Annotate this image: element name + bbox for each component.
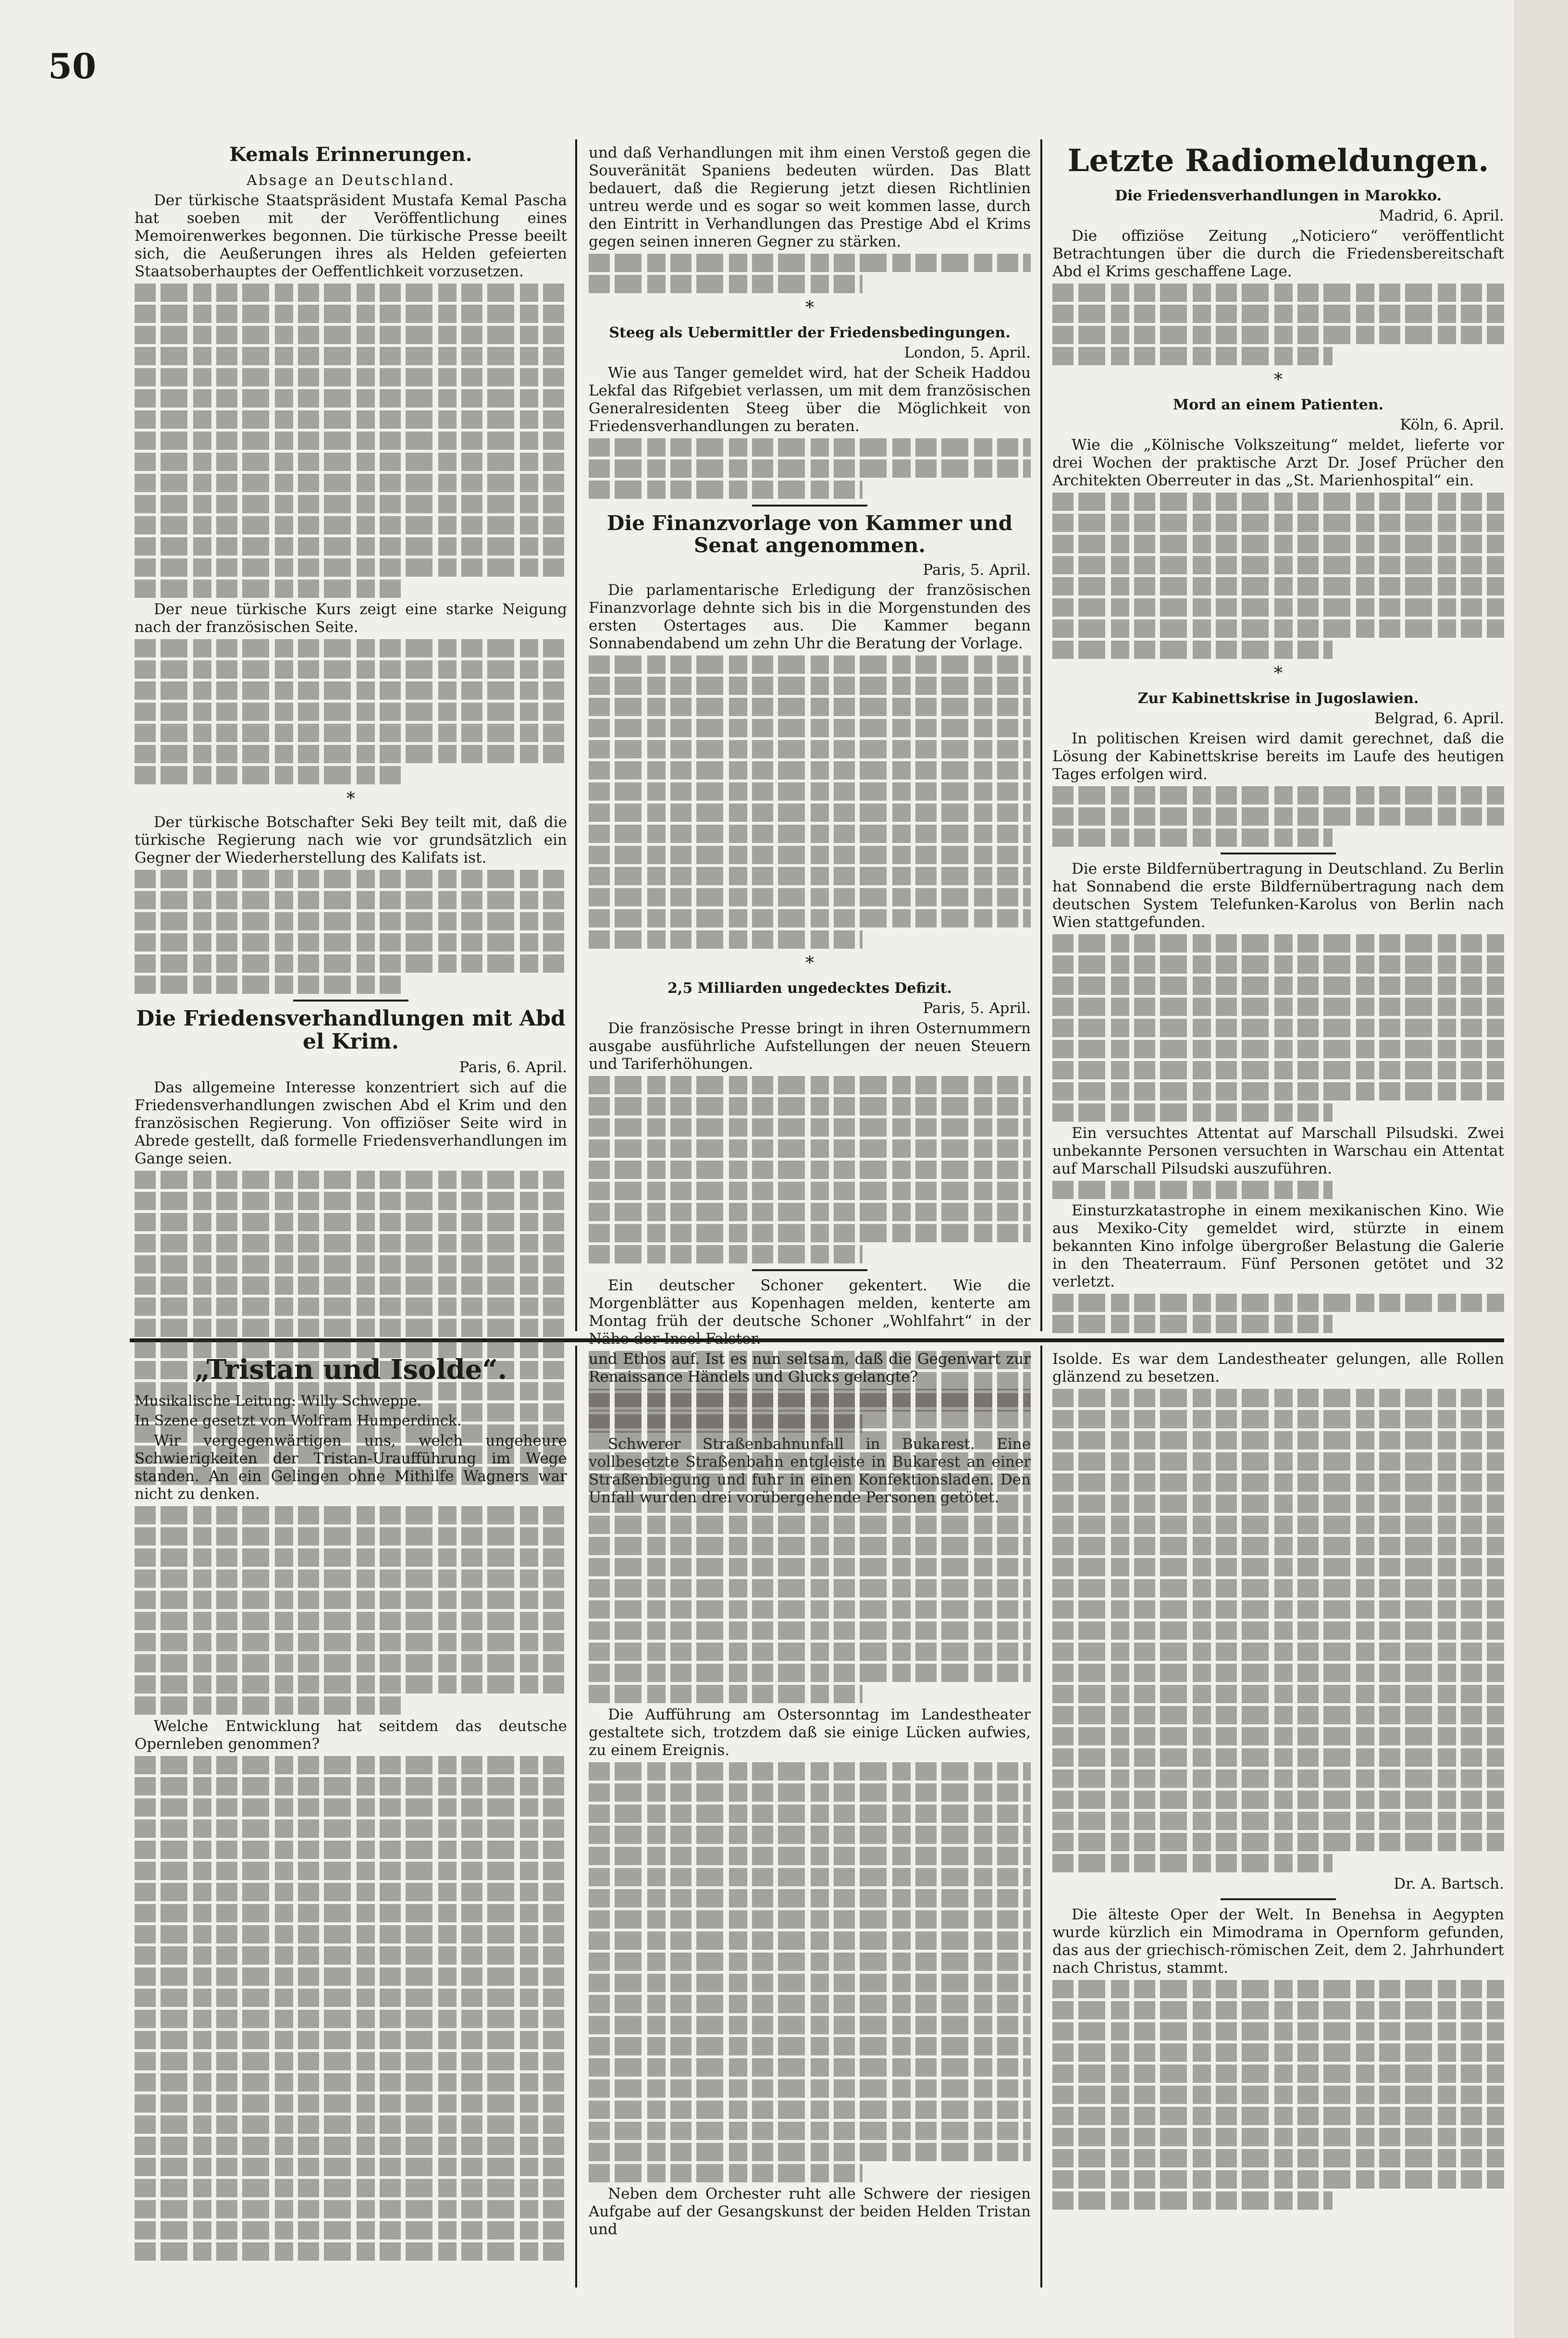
subheadline-steeg: Steeg als Uebermittler der Friedensbedingungen. — [609, 324, 1011, 341]
text-line — [135, 639, 567, 657]
article-text: Schwerer Straßenbahnunfall in Bukarest. Eine vollbesetzte Straßenbahn entgleiste in Bukarest an einer Straßenbiegung und fuhr in einen Konfektionsladen. Den Unfall wurden drei vorübergehende Personen getötet. — [589, 1435, 1031, 1507]
text-line — [589, 2101, 1031, 2119]
article-text: In politischen Kreisen wird damit gerechnet, daß die Lösung der Kabinettskrise bereits im Laufe des heutigen Tages erfolgen wird. — [1052, 730, 1504, 783]
text-line — [589, 1245, 863, 1263]
text-line — [1052, 2065, 1504, 2083]
dateline: Köln, 6. April. — [1400, 416, 1504, 434]
text-line — [1052, 1558, 1504, 1576]
divider — [1221, 853, 1336, 854]
text-line — [135, 453, 567, 471]
text-line — [1052, 1181, 1333, 1199]
text-line — [135, 284, 567, 302]
text-line — [135, 1570, 567, 1588]
text-line — [1052, 1410, 1504, 1428]
text-line — [1052, 2128, 1504, 2146]
article-text: Welche Entwicklung hat seitdem das deutsche Opernleben genommen? — [135, 1717, 567, 1753]
text-line — [1052, 1495, 1504, 1513]
text-line — [589, 867, 1031, 885]
text-line — [1052, 1854, 1333, 1872]
text-line — [589, 2122, 1031, 2140]
text-line — [135, 745, 567, 763]
text-line — [589, 1203, 1031, 1221]
text-line — [589, 1161, 1031, 1179]
column-1 — [135, 144, 567, 1331]
article-text: Ein versuchtes Attentat auf Marschall Pilsudski. Zwei unbekannte Personen versuchten in Warschau ein Attentat auf Marschall Pilsudski auszuführen. — [1052, 1125, 1504, 1178]
text-line — [589, 698, 1031, 716]
text-line — [1052, 934, 1504, 953]
text-line — [135, 1946, 567, 1965]
text-line — [589, 804, 1031, 822]
text-line — [589, 1600, 1031, 1619]
text-line — [1052, 2086, 1504, 2104]
text-line — [135, 1883, 567, 1901]
text-line — [135, 1925, 567, 1943]
subheadline-defizit: 2,5 Milliarden ungedecktes Defizit. — [667, 980, 952, 997]
text-line — [589, 1995, 1031, 2013]
text-line — [135, 2221, 567, 2239]
text-line — [135, 1234, 567, 1252]
text-line — [135, 2094, 567, 2113]
text-line — [589, 1762, 1031, 1781]
text-line — [1052, 493, 1504, 511]
text-line — [1052, 535, 1504, 553]
separator-star: * — [805, 953, 814, 974]
text-line — [135, 1319, 567, 1337]
text-line — [1052, 955, 1504, 974]
text-line — [135, 389, 567, 408]
credit-staging: In Szene gesetzt von Wolfram Humperdinck. — [135, 1412, 462, 1429]
text-line — [1052, 1812, 1504, 1830]
text-line — [135, 2158, 567, 2176]
text-line — [135, 2137, 567, 2155]
text-line — [589, 825, 1031, 843]
text-line — [589, 1868, 1031, 1886]
text-line — [135, 933, 567, 952]
text-line — [135, 2242, 567, 2261]
article-text: Die älteste Oper der Welt. In Benehsa in Aegypten wurde kürzlich ein Mimodrama in Opernform gefunden, das aus der griechisch-römischen Zeit, dem 2. Jahrhundert nach Christus, stammt. — [1052, 1906, 1504, 1977]
text-line — [589, 2037, 1031, 2055]
article-signature: Dr. A. Bartsch. — [1394, 1875, 1504, 1893]
text-line — [1052, 1431, 1504, 1449]
text-line — [589, 1910, 1031, 1929]
text-line — [589, 2143, 1031, 2161]
text-line — [589, 438, 1031, 457]
column-rule — [1040, 1346, 1042, 2288]
text-line — [589, 1579, 1031, 1597]
dateline: Paris, 5. April. — [923, 1000, 1031, 1017]
text-line — [1052, 1061, 1504, 1079]
text-line — [1052, 1294, 1504, 1312]
text-line — [1052, 577, 1504, 595]
text-line — [589, 1805, 1031, 1823]
text-line — [589, 2079, 1031, 2098]
text-line — [589, 254, 1031, 272]
text-line — [589, 719, 1031, 737]
text-line — [589, 1974, 1031, 1992]
text-line — [135, 1255, 567, 1274]
text-line — [1052, 1315, 1333, 1333]
text-line — [135, 326, 567, 344]
text-line — [589, 1931, 1031, 1950]
text-line — [1052, 1082, 1504, 1101]
column-rule — [1040, 139, 1042, 1331]
text-line — [135, 681, 567, 700]
column-rule — [575, 139, 577, 1331]
text-line — [1052, 2043, 1504, 2062]
text-line — [1052, 786, 1504, 804]
text-line — [135, 1527, 567, 1546]
page-number: 50 — [48, 46, 97, 87]
headline-finanz: Die Finanzvorlage von Kammer und Senat angenommen. — [606, 511, 1013, 557]
text-line — [589, 459, 1031, 478]
text-line — [135, 1841, 567, 1859]
separator-star: * — [1274, 664, 1283, 684]
text-line — [589, 481, 863, 499]
text-line — [1052, 619, 1504, 638]
text-line — [1052, 807, 1504, 826]
text-line — [135, 1798, 567, 1817]
text-line — [1052, 1621, 1504, 1640]
text-line — [135, 1967, 567, 1986]
text-line — [135, 1506, 567, 1524]
article-text: Neben dem Orchester ruht alle Schwere der riesigen Aufgabe auf der Gesangskunst der beiden Helden Tristan und — [589, 2185, 1031, 2238]
text-line — [1052, 2170, 1504, 2189]
text-line — [1052, 1040, 1504, 1058]
text-line — [135, 2200, 567, 2218]
text-line — [135, 1675, 567, 1694]
text-line — [589, 909, 1031, 928]
text-line — [135, 432, 567, 450]
subheadline-kemal: Absage an Deutschland. — [247, 172, 455, 189]
text-line — [135, 1862, 567, 1880]
dateline: Belgrad, 6. April. — [1374, 710, 1504, 728]
text-line — [135, 516, 567, 534]
text-line — [589, 1847, 1031, 1865]
divider — [752, 505, 867, 507]
text-line — [589, 1182, 1031, 1200]
text-line — [135, 2052, 567, 2070]
text-line — [1052, 305, 1504, 323]
subheadline-marokko: Die Friedensverhandlungen in Marokko. — [1114, 187, 1442, 205]
text-line — [589, 656, 1031, 674]
headline-radio: Letzte Radiomeldungen. — [1067, 143, 1489, 179]
text-line — [1052, 598, 1504, 617]
text-line — [135, 1654, 567, 1672]
text-line — [1052, 1600, 1504, 1619]
tristan-column-1 — [135, 1350, 567, 2283]
text-line — [135, 1213, 567, 1231]
headline-frieden: Die Friedensverhandlungen mit Abd el Krim. — [136, 1006, 566, 1054]
article-text: und daß Verhandlungen mit ihm einen Verstoß gegen die Souveränität Spaniens bedeuten würden. Das Blatt bedauert, daß die Regierung jetzt diesen Richtlinien untreu werde und es sogar so weit kommen lasse, durch den Eintritt in Verhandlungen das Prestige Abd el Krims gegen seinen inneren Gegner zu stärken. — [589, 144, 1031, 250]
text-line — [1052, 1516, 1504, 1534]
subheadline-kabinett: Zur Kabinettskrise in Jugoslawien. — [1137, 690, 1419, 707]
text-line — [135, 976, 403, 994]
text-line — [135, 2179, 567, 2197]
text-line — [589, 1643, 1031, 1661]
text-line — [1052, 556, 1504, 574]
text-line — [135, 368, 567, 386]
page-edge — [1514, 0, 1568, 2338]
article-text: Die parlamentarische Erledigung der französischen Finanzvorlage dehnte sich bis in die Morgenstunden des ersten Ostertages aus. Die Kammer begann Sonnabendabend um zehn Uhr die Beratung der Vorlage. — [589, 581, 1031, 653]
text-line — [1052, 1769, 1504, 1788]
text-line — [1052, 1019, 1504, 1037]
text-line — [135, 495, 567, 513]
text-line — [135, 870, 567, 888]
text-line — [1052, 1473, 1504, 1492]
text-line — [135, 1298, 567, 1316]
text-line — [135, 1696, 403, 1715]
subheadline-mord: Mord an einem Patienten. — [1173, 396, 1384, 414]
text-line — [135, 2031, 567, 2049]
text-line — [135, 2115, 567, 2134]
divider — [1221, 1898, 1336, 1900]
tristan-column-3 — [1052, 1350, 1504, 2283]
article-text: Wie aus Tanger gemeldet wird, hat der Scheik Haddou Lekfal das Rifgebiet verlassen, um mit dem französischen Generalresidenten Steeg über die Möglichkeit von Friedensverhandlungen zu beraten. — [589, 364, 1031, 435]
article-text: Die offiziöse Zeitung „Noticiero“ veröffentlicht Betrachtungen über die durch die Friedensbereitschaft Abd el Krims geschaffene Lage. — [1052, 227, 1504, 281]
text-line — [135, 580, 403, 598]
text-line — [589, 1224, 1031, 1242]
tristan-column-2 — [589, 1350, 1031, 2283]
text-line — [135, 1633, 567, 1651]
text-line — [135, 724, 567, 742]
text-line — [589, 1783, 1031, 1802]
text-line — [135, 1612, 567, 1630]
article-text: Das allgemeine Interesse konzentriert sich auf die Friedensverhandlungen zwischen Abd el Krim und den französischen Regierung. Von offiziöser Seite wird in Abrede gestellt, daß formelle Friedensverhandlungen im Gange seien. — [135, 1078, 567, 1167]
column-3 — [1052, 144, 1504, 1331]
text-line — [589, 1889, 1031, 1907]
separator-star: * — [346, 789, 355, 809]
text-line — [589, 761, 1031, 779]
text-line — [135, 1548, 567, 1567]
text-line — [135, 1819, 567, 1838]
text-line — [1052, 1980, 1504, 1998]
text-line — [1052, 1727, 1504, 1745]
text-line — [135, 703, 567, 721]
text-line — [589, 1410, 1031, 1428]
text-line — [1052, 347, 1333, 365]
text-line — [589, 1558, 1031, 1576]
text-line — [589, 1953, 1031, 1971]
article-text: Isolde. Es war dem Landestheater gelungen, alle Rollen glänzend zu besetzen. — [1052, 1350, 1504, 1385]
text-line — [589, 1076, 1031, 1094]
text-line — [135, 1989, 567, 2007]
article-text: Einsturzkatastrophe in einem mexikanischen Kino. Wie aus Mexiko-City gemeldet wird, stürzte in einem bekannten Kino infolge übergroßer Belastung die Galerie in den Theaterraum. Fünf Personen getötet und 32 verletzt. — [1052, 1202, 1504, 1291]
text-line — [1052, 2107, 1504, 2125]
text-line — [589, 888, 1031, 906]
text-line — [589, 2164, 863, 2182]
text-line — [589, 1537, 1031, 1555]
text-line — [1052, 1685, 1504, 1703]
text-line — [589, 677, 1031, 695]
text-line — [1052, 1579, 1504, 1597]
text-line — [589, 740, 1031, 758]
text-line — [1052, 514, 1504, 532]
text-line — [1052, 284, 1504, 302]
text-line — [589, 275, 863, 293]
article-text: Die Aufführung am Ostersonntag im Landestheater gestaltete sich, trotzdem daß sie einige Lücken aufwies, zu einem Ereignis. — [589, 1706, 1031, 1759]
text-line — [589, 1118, 1031, 1137]
text-line — [1052, 1791, 1504, 1809]
article-text: Die französische Presse bringt in ihren Osternummern ausgabe ausführliche Aufstellungen der neuen Steuern und Tariferhöhungen. — [589, 1020, 1031, 1073]
text-line — [135, 954, 567, 973]
text-line — [135, 2073, 567, 2091]
text-line — [589, 1473, 1031, 1492]
dateline: Madrid, 6. April. — [1379, 207, 1504, 225]
text-line — [135, 1591, 567, 1609]
divider — [752, 1269, 867, 1271]
text-line — [135, 558, 567, 577]
text-line — [1052, 1103, 1333, 1122]
text-line — [135, 891, 567, 909]
text-line — [135, 347, 567, 365]
text-line — [135, 766, 403, 784]
text-line — [135, 1756, 567, 1774]
text-line — [589, 1664, 1031, 1682]
text-line — [135, 305, 567, 323]
text-line — [1052, 1389, 1504, 1407]
article-text: Die erste Bildfernübertragung in Deutschland. Zu Berlin hat Sonnabend die erste Bildfernübertragung nach dem deutschen System Telefunken-Karolus von Berlin nach Wien stattgefunden. — [1052, 860, 1504, 931]
separator-star: * — [1274, 370, 1283, 390]
text-line — [1052, 1833, 1504, 1851]
text-line — [589, 782, 1031, 801]
text-line — [135, 1777, 567, 1795]
text-line — [135, 1192, 567, 1210]
text-line — [135, 912, 567, 930]
column-rule — [575, 1346, 577, 2288]
text-line — [135, 1904, 567, 1922]
headline-tristan: „Tristan und Isolde“. — [194, 1354, 507, 1385]
text-line — [1052, 1537, 1504, 1555]
text-line — [135, 2010, 567, 2028]
text-line — [1052, 977, 1504, 995]
text-line — [589, 2058, 1031, 2077]
divider — [293, 1000, 408, 1002]
dateline: Paris, 5. April. — [923, 561, 1031, 579]
text-line — [1052, 829, 1333, 847]
text-line — [135, 660, 567, 679]
text-line — [135, 537, 567, 556]
text-line — [135, 1171, 567, 1189]
text-line — [1052, 2001, 1504, 2019]
text-line — [135, 410, 567, 429]
text-line — [1052, 1664, 1504, 1682]
text-line — [589, 1826, 1031, 1844]
text-line — [1052, 1643, 1504, 1661]
credit-music: Musikalische Leitung: Willy Schweppe. — [135, 1392, 422, 1410]
article-text: Wir vergegenwärtigen uns, welch ungeheure Schwierigkeiten der Tristan-Uraufführung im Wege standen. An ein Gelingen ohne Mithilfe Wagners war nicht zu denken. — [135, 1432, 567, 1503]
text-line — [1052, 2022, 1504, 2041]
separator-star: * — [805, 298, 814, 318]
text-line — [1052, 1452, 1504, 1471]
text-line — [1052, 1706, 1504, 1724]
text-line — [589, 1516, 1031, 1534]
text-line — [589, 1139, 1031, 1158]
dateline: Paris, 6. April. — [459, 1058, 567, 1076]
text-line — [589, 2016, 1031, 2034]
text-line — [589, 1097, 1031, 1115]
text-line — [1052, 326, 1504, 344]
text-line — [1052, 998, 1504, 1016]
article-text: Der türkische Staatspräsident Mustafa Kemal Pascha hat soeben mit der Veröffentlichung eines Memoirenwerkes begonnen. Die türkische Presse beeilt sich, die Aeußerungen ihres als Helden gefeierten Staatsoberhauptes der Oeffentlichkeit vorzusetzen. — [135, 192, 567, 280]
text-line — [589, 846, 1031, 864]
headline-kemal: Kemals Erinnerungen. — [229, 143, 472, 166]
article-text: Der türkische Botschafter Seki Bey teilt mit, daß die türkische Regierung nach wie vor grundsätzlich ein Gegner der Wiederherstellung des Kalifats ist. — [135, 814, 567, 866]
text-line — [1052, 2149, 1504, 2167]
text-line — [135, 1276, 567, 1295]
text-line — [589, 930, 863, 949]
text-line — [589, 1495, 1031, 1513]
text-line — [135, 474, 567, 492]
text-line — [589, 1452, 1031, 1471]
text-line — [589, 1431, 1031, 1449]
text-line — [589, 1621, 1031, 1640]
article-text: Der neue türkische Kurs zeigt eine starke Neigung nach der französischen Seite. — [135, 601, 567, 636]
article-text: und Ethos auf. Ist es nun seltsam, daß die Gegenwart zur Renaissance Händels und Glucks gelangte? — [589, 1350, 1031, 1385]
article-text: Wie die „Kölnische Volkszeitung“ meldet, lieferte vor drei Wochen der praktische Arzt Dr. Josef Prücher den Architekten Oberreuter in das „St. Marienhospital“ ein. — [1052, 436, 1504, 490]
dateline: London, 5. April. — [904, 344, 1031, 361]
text-line — [1052, 2191, 1333, 2210]
text-line — [589, 1685, 863, 1703]
text-line — [589, 1389, 1031, 1407]
text-line — [1052, 641, 1333, 659]
article-text: Ein deutscher Schoner gekentert. Wie die Morgenblätter aus Kopenhagen melden, kenterte am Montag früh der deutsche Schoner „Wohlfahrt“ in der Nähe der Insel Falster. — [589, 1277, 1031, 1348]
text-line — [1052, 1748, 1504, 1767]
